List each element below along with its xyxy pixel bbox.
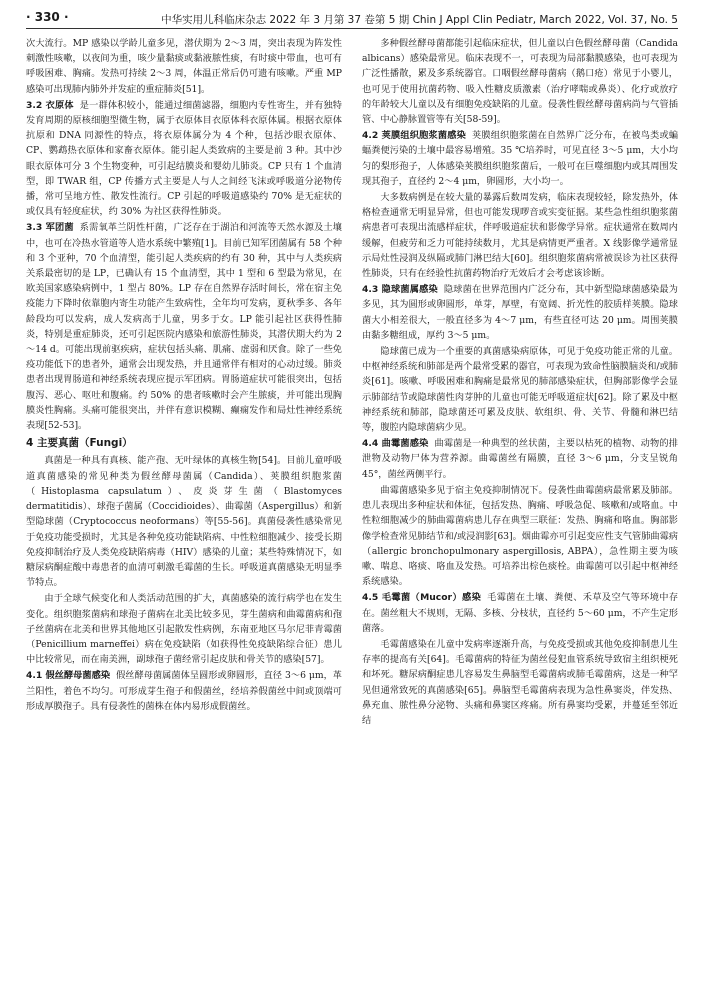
section-heading: 4.2 荚膜组织胞浆菌感染 — [362, 130, 467, 142]
section-3-2 — [26, 98, 342, 220]
paragraph: 由于全球气候变化和人类活动范围的扩大，真菌感染的流行病学也在发生变化。组织胞浆菌病和球孢子菌病在北美比较多见，芽生菌病和曲霉菌病和孢子丝菌病在北美和世界其他地区引起散发性病例，东南亚地区马尔尼菲青霉菌（Penicillium marneffei）病在免疫缺陷（如获得性免疫缺陷综合征）患儿中比较常见，而在南美洲，副球孢子菌经常引起皮肤和骨关节的感染[57]。 — [26, 593, 342, 666]
paragraph: 隐球菌已成为一个重要的真菌感染病原体，可见于免疫功能正常的儿童。中枢神经系统和肺部是两个最常受累的器官，可表现为致命性脑膜脑炎和/或肺炎[61]。咳嗽、呼吸困难和胸痛是最常见的肺部感染症状，但胸部影像学会显示肺部结节或隐球菌性肉芽肿的儿童也可能无呼吸道症状[62]。除了累及中枢神经系统和肺部，隐球菌还可累及皮肤、软组织、骨、关节、骨髓和淋巴结等，腹腔内隐球菌病少见。 — [362, 346, 678, 434]
section-text: 系需氧革兰阴性杆菌，广泛存在于湖泊和河流等天然水源及土壤中，也可在冷热水管道等人造水系统中繁殖[1]。目前已知军团菌属有 58 个种和 3 个亚种，70 个血清型，能引起人类疾病的约有 30 种，其中与人类疾病关系最密切的是 LP，已确认有 15 个血清型，其中 1 型和 6 型最为常见，在欧美国家感染病例中，1 型占 80%。LP 存在自然界存活时间长，常在宿主免疫能力下降时依靠胞内寄生功能产生致病性，全年均可发病，夏秋季多、各年龄段均可以发病，成人发病高于儿童，男多于女。LP 能引起社区获得性肺炎，特别是重症肺炎，还可引起医院内感染和旅游性肺炎，其潜伏期大约为 2～14 d。可能出现前驱疾病，症状包括头痛、肌痛、虚弱和厌食。除了一些免疫功能低下的患者外，通常会出现发热，并且通常伴有相对的心动过缓。肺炎患者出现胃肠道和神经系统表现应提示军团病。胃肠道症状可能很突出，包括腹泻、恶心、呕吐和腹痛。约 50% 的患者咳嗽时会产生脓痰，并可能出现胸膜炎性胸痛。头痛可能很突出，并伴有意识模糊、癫痫发作和局灶性神经系统表现[52-53]。 — [26, 222, 342, 432]
section-heading: 3.2 衣原体 — [26, 99, 74, 111]
section-4-3 — [362, 282, 678, 343]
paragraph: 大多数病例是在较大量的暴露后数周发病，临床表现较轻，除发热外，体格检查通常无明显异常，但也可能发现啰音或实变征据。某些急性组织胞浆菌病患者可表现出流感样症状，伴呼吸道症状和影像学异常。症状通常在数周内缓解，但疲劳和乏力可能持续数月，尤其是病情更严重者。X 线影像学通常显示局灶性浸润及纵隔或肺门淋巴结大[60]。组织胞浆菌病常被误诊为社区获得性肺炎，只有在经验性抗菌药物治疗无效后才会考虑该诊断。 — [362, 192, 678, 280]
section-text: 隐球菌在世界范围内广泛分布，其中新型隐球菌感染最为多见，其为圆形或卵圆形，单芽，厚壁，有宽阔、折光性的胶质样荚膜。隐球菌大小相差很大，一般直径多为 4～7 μm，有些直径可达 20 μm。周围荚膜由黏多糖组成，厚约 3～5 μm。 — [362, 284, 678, 341]
right-column — [362, 36, 678, 978]
paragraph: 多种假丝酵母菌都能引起临床症状，但儿童以白色假丝酵母菌（Candida albicans）感染最常见。临床表现不一，可表现为局部黏膜感染，也可表现为广泛性播散，累及多系统器官。口咽假丝酵母菌病（鹅口疮）常见于小婴儿，也可见于使用抗菌药物、吸入性糖皮质激素（治疗哮喘或鼻炎）、化疗或放疗的年龄较大儿童以及有细胞免疫缺陷的儿童。侵袭性假丝酵母菌病尚与气管插管、中心静脉置管等有关[58-59]。 — [362, 38, 678, 126]
section-4-5 — [362, 590, 678, 636]
paragraph: 曲霉菌感染多见于宿主免疫抑制情况下。侵袭性曲霉菌病最常累及肺部。患儿表现出多种症状和体征，包括发热、胸痛、呼吸急促、咳嗽和/或咯血。中性粒细胞减少的肺曲霉菌病患儿存在典型三联征：发热、胸痛和咯血。胸部影像学检查常见肺结节和/或浸润影[63]。烟曲霉亦可引起变应性支气管肺曲霉病（allergic bronchopulmonary aspergillosis, ABPA），急性期主要为咳嗽、喘息、咯痰、咯血及发热。可培养出棕色痰栓。曲霉菌可以引起中枢神经系统感染。 — [362, 484, 678, 588]
section-text: 曲霉菌是一种典型的丝状菌，主要以枯死的植物、动物的排泄物及动物尸体为营养源。曲霉菌丝有隔膜，直径 3～6 μm，分支呈锐角 45°，菌丝两侧平行。 — [362, 438, 678, 480]
section-heading: 4.4 曲霉菌感染 — [362, 438, 429, 450]
paragraph: 毛霉菌感染在儿童中发病率逐渐升高，与免疫受损或其他免疫抑制患儿生存率的提高有关[64]。毛霉菌病的特征为菌丝侵犯血管系统导致宿主组织梗死和坏死。糖尿病酮症患儿容易发生鼻脑型毛霉菌病或肺毛霉菌病，这是一种罕见但通常致死的真菌感染[65]。鼻脑型毛霉菌病表现为急性鼻窦炎，伴发热、鼻充血、脓性鼻分泌物、头痛和鼻窦区疼痛。所有鼻窦均受累，并蔓延至邻近结 — [362, 638, 678, 726]
section-4-2 — [362, 128, 678, 189]
left-column — [26, 36, 342, 978]
section-3-3 — [26, 220, 342, 433]
section-text: 假丝酵母菌属菌体呈圆形或卵圆形，直径 3～6 μm，革兰阳性，着色不均匀。可形成芽生孢子和假菌丝，经培养假菌丝中间或顶端可形成厚膜孢子。具有侵袭性的菌株在体内易形成假菌丝。 — [26, 670, 342, 712]
paragraph: 真菌是一种具有真核、能产孢、无叶绿体的真核生物[54]。目前儿童呼吸道真菌感染的常见种类为假丝酵母菌属（Candida）、荚膜组织胞浆菌（Histoplasma capsulatum）、皮炎芽生菌（Blastomyces dermatitidis）、球孢子菌属（Coccidioides）、曲霉菌（Aspergillus）和新型隐球菌（Cryptococcus neoformans）等[55-56]。真菌侵袭性感染常见于免疫功能受损时，尤其是各种免疫功能缺陷病、中性粒细胞减少、接受长期免疫抑制治疗及人类免疫缺陷病毒（HIV）感染的儿童；某些特殊情况下，如糖尿病酮症酸中毒患者的血清可刺激毛霉菌的生长。呼吸道真菌感染无明显季节特点。 — [26, 455, 342, 589]
section-heading: 3.3 军团菌 — [26, 222, 74, 234]
section-4-4 — [362, 436, 678, 482]
section-heading: 4.1 假丝酵母菌感染 — [26, 670, 111, 682]
section-4-1 — [26, 668, 342, 714]
section-heading: 4.3 隐球菌属感染 — [362, 284, 438, 296]
section-text: 是一群体积较小，能通过细菌滤器，细胞内专性寄生，并有独特发育周期的原核细胞型微生物，属于衣原体目衣原体科衣原体属。根据衣原体抗原和 DNA 同源性的特点，将衣原体属分为 4 个种，包括沙眼衣原体、CP、鹦鹉热衣原体和家畜衣原体。能引起人类致病的主要是前 3 种。其中沙眼衣原体可分 3 个生物变种，可引起结膜炎和婴幼儿肺炎。CP 只有 1 个血清型，即 TWAR 组，CP 传播方式主要是人与人之间经飞沫或呼吸道分泌物传播，常可呈地方性、散发性流行。CP 引起的呼吸道感染约 70% 是无症状的或仅具有轻度症状，约 30% 为社区获得性肺炎。 — [26, 99, 342, 218]
paragraph: 次大流行。MP 感染以学龄儿童多见，潜伏期为 2～3 周，突出表现为阵发性刺激性咳嗽，以夜间为重，咳少量黏痰或黏液脓性痰，有时痰中带血，也可有呼吸困难、胸痛。发热可持续 2～3 周，体温正常后仍可遗有咳嗽。严重 MP 感染可出现肺内肺外并发症的重症肺炎[51]。 — [26, 38, 342, 95]
running-header — [26, 10, 678, 29]
journal-citation: 中华实用儿科临床杂志 2022 年 3 月第 37 卷第 5 期 Chin J Appl Clin Pediatr, March 2022, Vol. 37, No. 5 — [161, 14, 678, 26]
section-4-heading: 4 主要真菌（Fungi） — [26, 437, 133, 450]
page-number: · 330 · — [26, 10, 69, 24]
section-text: 毛霉菌在土壤、粪便、禾草及空气等环境中存在。菌丝粗大不规则，无隔、多核、分枝状，直径约 5～60 μm，不产生定形菌落。 — [362, 592, 678, 634]
section-text: 荚膜组织胞浆菌在自然界广泛分布，在被鸟类或蝙蝠粪便污染的土壤中最容易增殖。35 ℃培养时，可见直径 3～5 μm，大小均匀的梨形孢子，人体感染荚膜组织胞浆菌后，一般可在巨噬细胞内或其周围发现其孢子，直径约 2～4 μm，卵圆形，大小均一。 — [362, 130, 678, 187]
section-heading: 4.5 毛霉菌（Mucor）感染 — [362, 592, 482, 604]
